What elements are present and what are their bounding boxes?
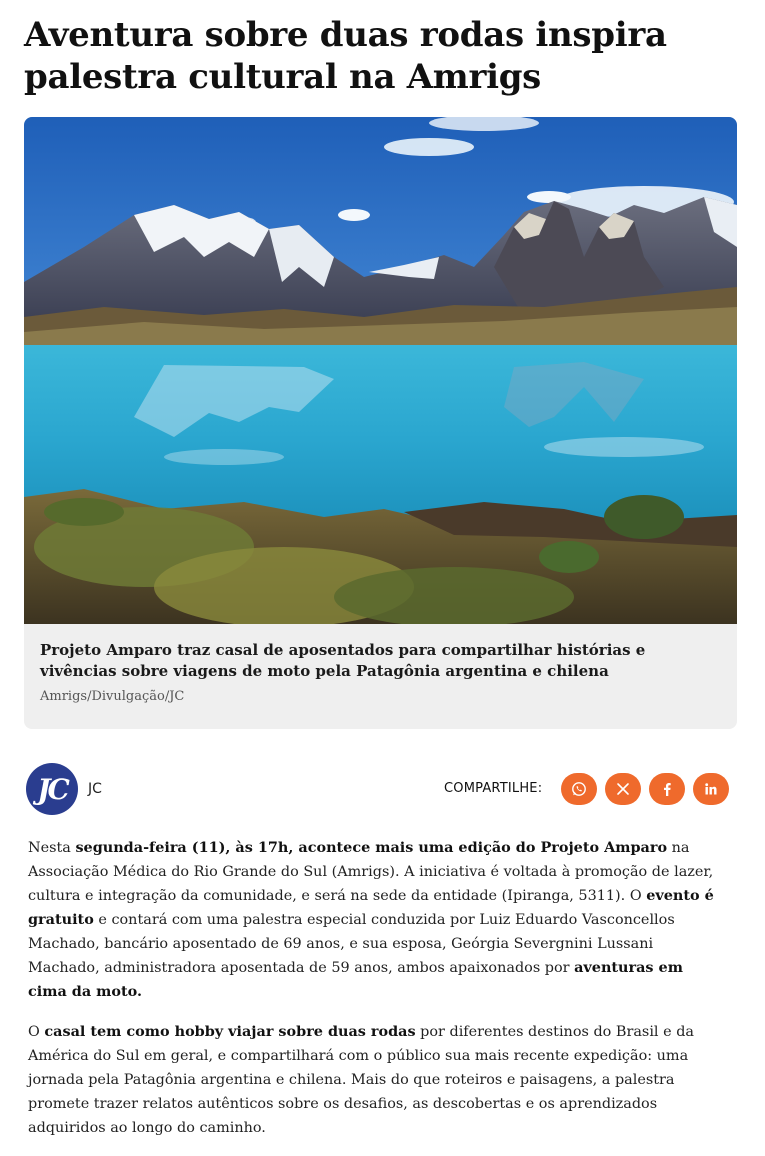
article-body: [28, 836, 718, 1156]
article-headline: Aventura sobre duas rodas inspira palestra cultural na Amrigs: [24, 15, 667, 97]
share-linkedin-button[interactable]: [693, 773, 729, 805]
whatsapp-icon: [571, 781, 587, 797]
linkedin-icon: [705, 783, 717, 795]
article-paragraph-1: Nesta segunda-feira (11), às 17h, acontece mais uma edição do Projeto Amparo na Associação Médica do Rio Grande do Sul (Amrigs). A iniciativa é voltada à promoção de lazer, cultura e integração da comunidade, e será na sede da entidade (Ipiranga, 5311). O evento é gratuito e contará com uma palestra especial conduzida por Luiz Eduardo Vasconcellos Machado, bancário aposentado de 69 anos, e sua esposa, Geórgia Severgnini Lussani Machado, administradora aposentada de 59 anos, ambos apaixonados por aventuras em cima da moto.: [28, 839, 714, 1000]
article-paragraph-2: O casal tem como hobby viajar sobre duas rodas por diferentes destinos do Brasil e da América do Sul em geral, e compartilhará com o público sua mais recente expedição: uma jornada pela Patagônia argentina e chilena. Mais do que roteiros e paisagens, a palestra promete trazer relatos autênticos sobre os desafios, as descobertas e os aprendizados adquiridos ao longo do caminho.: [28, 1023, 694, 1136]
x-icon: [616, 782, 630, 796]
image-credit: Amrigs/Divulgação/JC: [40, 689, 185, 704]
article-figure: [24, 117, 737, 729]
share-whatsapp-button[interactable]: [561, 773, 597, 805]
byline-bar: [26, 763, 738, 817]
share-x-button[interactable]: [605, 773, 641, 805]
author-name[interactable]: JC: [88, 781, 102, 797]
image-caption: Projeto Amparo traz casal de aposentados para compartilhar histórias e vivências sobre viagens de moto pela Patagônia argentina e chilena: [40, 641, 646, 680]
landscape-photo: [24, 117, 737, 624]
share-label: COMPARTILHE:: [444, 781, 543, 796]
facebook-icon: [662, 782, 672, 796]
author-avatar[interactable]: JC: [26, 763, 78, 815]
share-facebook-button[interactable]: [649, 773, 685, 805]
